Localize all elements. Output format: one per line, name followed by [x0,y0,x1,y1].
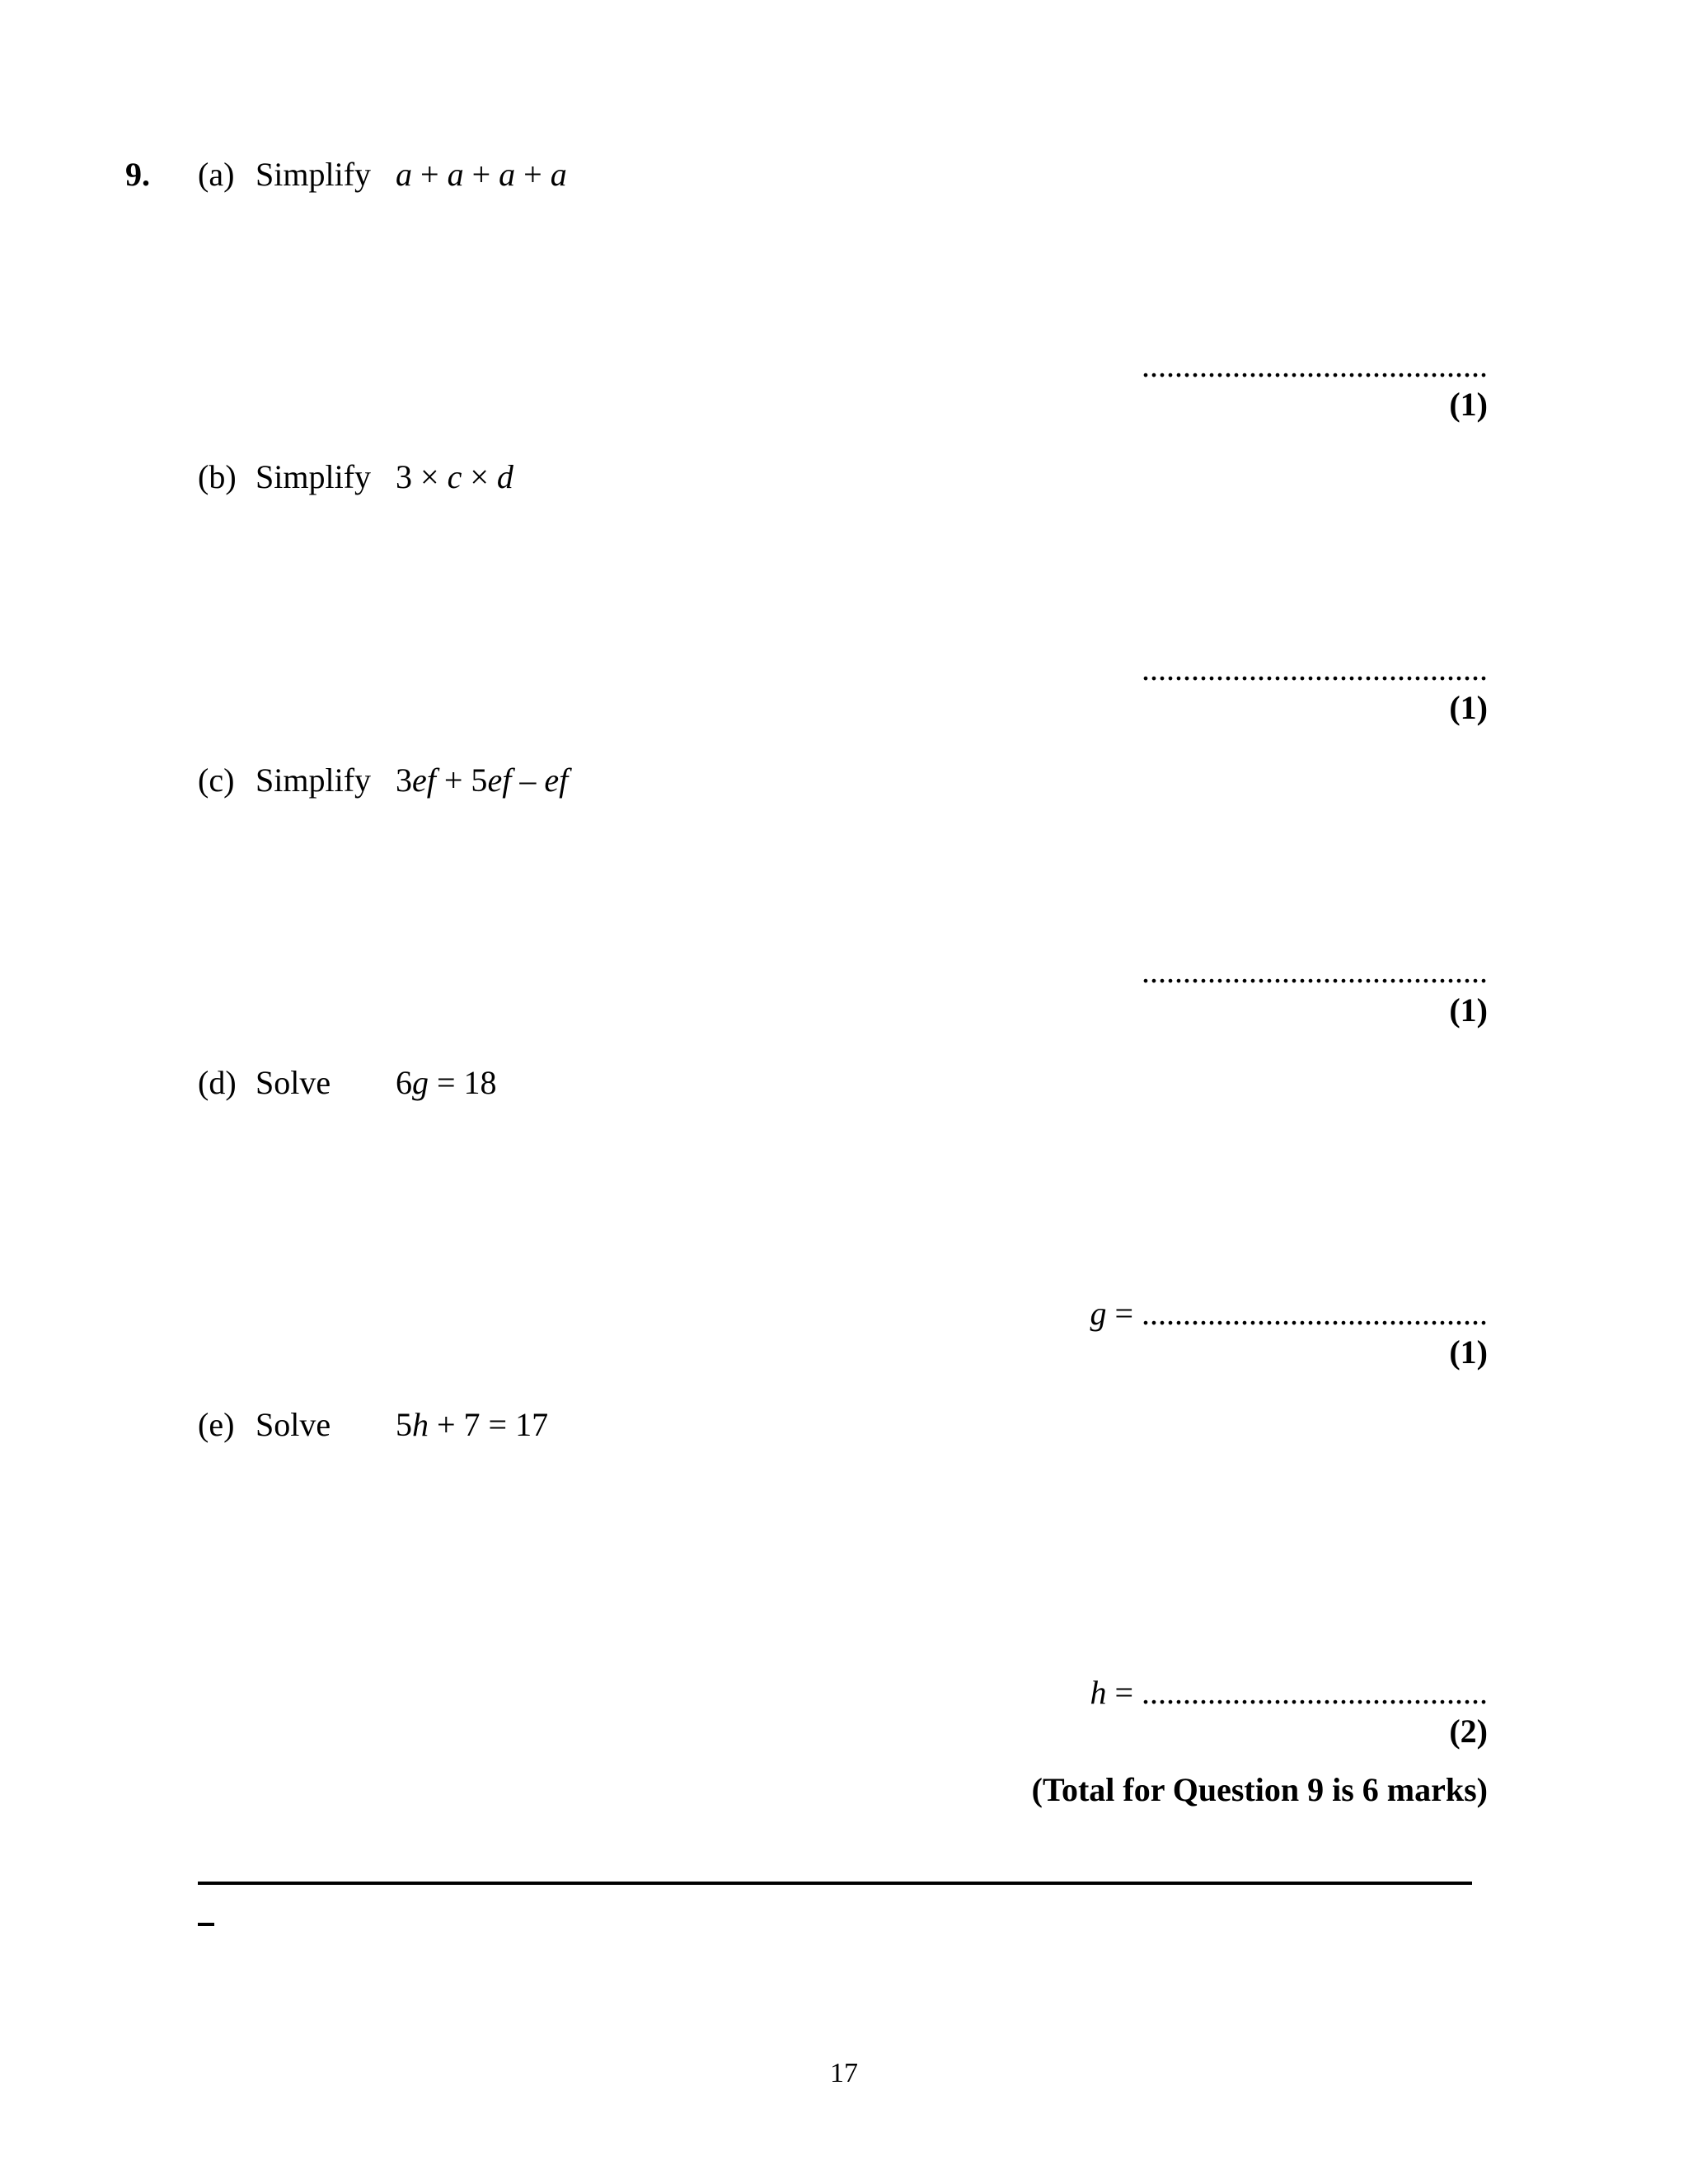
part-a-label: (a) [198,156,235,193]
expr-op: + 7 = 17 [429,1406,549,1443]
part-e-instruction: Solve [256,1406,331,1443]
expr-var: d [496,458,513,495]
expr-var: a [550,156,567,193]
part-b-answer-line[interactable] [1142,649,1488,688]
expr-var: h [412,1406,429,1443]
part-a-expression [396,155,567,194]
expr-var: a [396,156,412,193]
part-e-marks: (2) [1449,1713,1488,1750]
expr-op: = 18 [429,1064,497,1101]
part-d-answer-line[interactable] [1090,1294,1488,1333]
page-number: 17 [830,2058,858,2088]
part-d-equation [396,1063,497,1102]
expr-op: 6 [396,1064,412,1101]
expr-var: c [447,458,462,495]
expr-var: g [412,1064,429,1101]
part-c-answer-line[interactable] [1142,952,1488,991]
part-b-label: (b) [198,458,237,495]
expr-var: ef [487,762,512,799]
part-b-expression [396,457,513,496]
part-b-instruction: Simplify [256,458,372,495]
answer-equals: = [1106,1674,1142,1711]
section-divider [198,1882,1472,1885]
part-e-label: (e) [198,1406,235,1443]
expr-var: a [499,156,516,193]
short-divider-mark [198,1923,214,1926]
expr-op: × [462,458,497,495]
question-total: (Total for Question 9 is 6 marks) [1031,1771,1488,1808]
answer-dots: .......................................... [1142,953,1488,990]
part-d-label: (d) [198,1064,237,1101]
expr-op: 5 [396,1406,412,1443]
part-c-expression [396,761,568,799]
answer-dots: .......................................... [1142,347,1488,384]
expr-var: a [447,156,464,193]
part-c-marks: (1) [1449,991,1488,1029]
expr-op: 3 [396,762,412,799]
answer-dots: .......................................... [1142,1674,1488,1711]
answer-dots: .......................................... [1142,650,1488,687]
part-b-marks: (1) [1449,689,1488,726]
question-number: 9. [125,156,150,193]
part-a-answer-line[interactable] [1142,346,1488,385]
part-c-label: (c) [198,762,235,799]
part-a-instruction: Simplify [256,156,372,193]
expr-var: ef [412,762,436,799]
expr-op: + [463,156,499,193]
expr-op: + [412,156,448,193]
part-d-instruction: Solve [256,1064,331,1101]
part-c-instruction: Simplify [256,762,372,799]
part-e-answer-line[interactable] [1090,1673,1488,1712]
part-d-marks: (1) [1449,1333,1488,1371]
expr-op: 3 × [396,458,448,495]
expr-op: – [511,762,545,799]
expr-op: + 5 [435,762,488,799]
expr-var: ef [544,762,569,799]
answer-variable: g [1090,1295,1107,1332]
answer-dots: .......................................... [1142,1295,1488,1332]
answer-equals: = [1106,1295,1142,1332]
answer-variable: h [1090,1674,1107,1711]
part-e-equation [396,1405,548,1444]
part-a-marks: (1) [1449,386,1488,423]
expr-op: + [515,156,551,193]
